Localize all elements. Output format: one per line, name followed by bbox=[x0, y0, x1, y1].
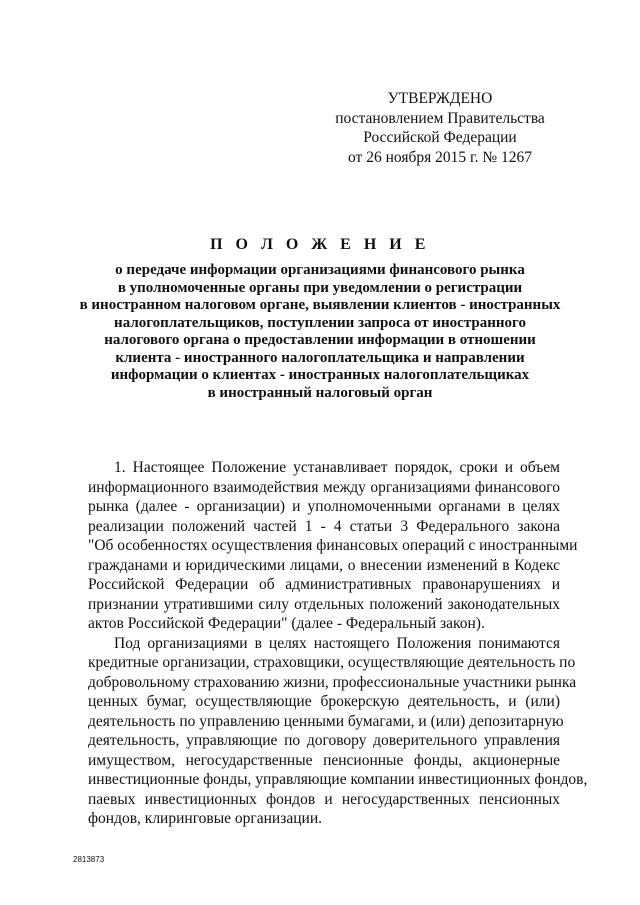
document-title: П О Л О Ж Е Н И Е bbox=[210, 236, 430, 253]
document-body bbox=[88, 458, 588, 829]
paragraph-line: кредитные организации, страховщики, осуществляющие деятельность по bbox=[88, 654, 576, 671]
subtitle-line: в иностранном налоговом органе, выявлении клиентов - иностранных bbox=[79, 297, 561, 313]
document-subtitle bbox=[60, 262, 580, 402]
subtitle-line: о передаче информации организациями финансового рынка bbox=[115, 262, 525, 278]
paragraph-line: актов Российской Федерации" (далее - Федеральный закон). bbox=[88, 615, 485, 632]
subtitle-line: информации о клиентах - иностранных налогоплательщиках bbox=[110, 367, 530, 383]
paragraph-line: гражданами и юридическими лицами, о внесении изменений в Кодекс bbox=[88, 556, 560, 574]
approval-date-number: от 26 ноября 2015 г. № 1267 bbox=[348, 148, 532, 166]
paragraph-line: Под организациями в целях настоящего Положения понимаются bbox=[114, 634, 560, 652]
approval-heading: УТВЕРЖДЕНО bbox=[387, 90, 493, 107]
paragraph-line: имуществом, негосударственные пенсионные фонды, акционерные bbox=[88, 751, 560, 769]
paragraph-line: информационного взаимодействия между организациями финансового bbox=[88, 478, 560, 496]
paragraph-line: признании утратившими силу отдельных положений законодательных bbox=[88, 595, 560, 613]
paragraph-line: реализации положений частей 1 - 4 статьи 3 Федерального закона bbox=[88, 517, 560, 535]
paragraph-line: фондов, клиринговые организации. bbox=[88, 810, 322, 827]
paragraph-line: рынка (далее - организации) и уполномоченными органами в целях bbox=[88, 498, 560, 515]
paragraph-line: ценных бумаг, осуществляющие брокерскую деятельность, и (или) bbox=[88, 693, 560, 710]
paragraph-line: Российской Федерации об административных правонарушениях и bbox=[88, 576, 560, 593]
paragraph-line: 1. Настоящее Положение устанавливает порядок, сроки и объем bbox=[114, 459, 560, 476]
subtitle-line: в уполномоченные органы при уведомлении о регистрации bbox=[117, 279, 523, 296]
subtitle-line: клиента - иностранного налогоплательщика и направлении bbox=[115, 349, 525, 366]
approval-block bbox=[320, 89, 560, 167]
subtitle-line: налогоплательщиков, поступлении запроса от иностранного bbox=[114, 314, 526, 331]
paragraph-line: паевых инвестиционных фондов и негосударственных пенсионных bbox=[88, 790, 560, 808]
paragraph-2 bbox=[88, 634, 588, 829]
paragraph-line: инвестиционные фонды, управляющие компании инвестиционных фондов, bbox=[88, 771, 588, 788]
subtitle-line: налогового органа о предоставлении информации в отношении bbox=[104, 332, 536, 348]
subtitle-line: в иностранный налоговый орган bbox=[207, 384, 433, 401]
paragraph-line: деятельность, управляющие по договору доверительного управления bbox=[88, 732, 560, 749]
approval-line: постановлением Правительства bbox=[335, 109, 545, 127]
paragraph-line: добровольному страхованию жизни, профессиональные участники рынка bbox=[88, 673, 577, 691]
paragraph-1 bbox=[88, 458, 578, 634]
document-id: 2813873 bbox=[73, 855, 105, 864]
approval-line: Российской Федерации bbox=[363, 129, 517, 146]
paragraph-line: "Об особенностях осуществления финансовых операций с иностранными bbox=[88, 537, 578, 554]
paragraph-line: деятельность по управлению ценными бумагами, и (или) депозитарную bbox=[88, 712, 564, 730]
